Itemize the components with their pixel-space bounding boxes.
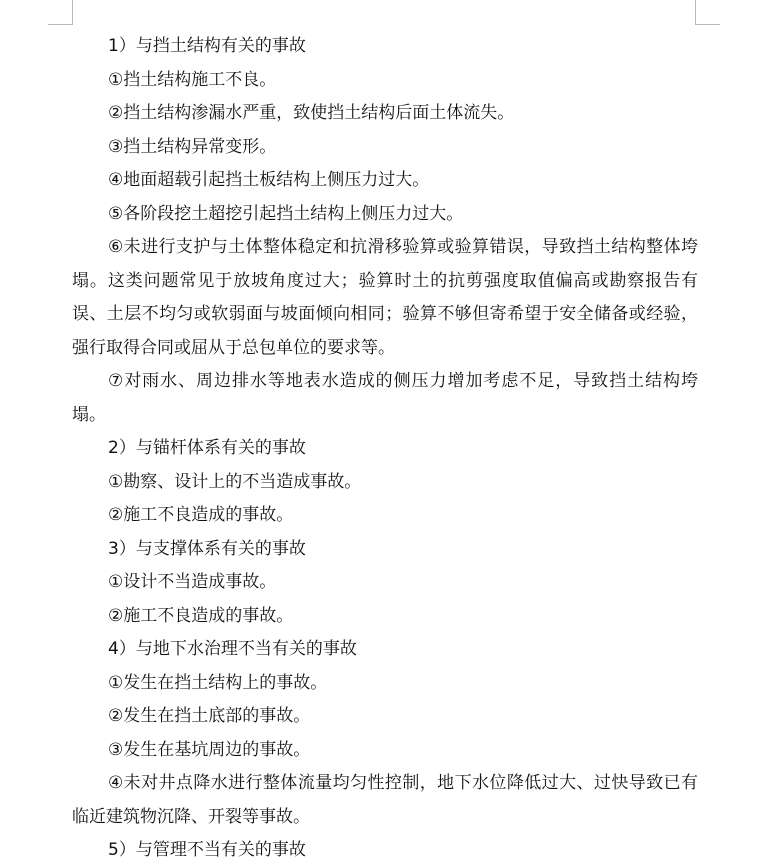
list-item: ①勘察、设计上的不当造成事故。 — [108, 471, 362, 492]
list-item: ⑤各阶段挖土超挖引起挡土结构上侧压力过大。 — [108, 203, 464, 224]
list-item: ②施工不良造成的事故。 — [108, 505, 294, 525]
list-item: ①挡土结构施工不良。 — [108, 69, 277, 90]
list-item: ②挡土结构渗漏水严重，致使挡土结构后面土体流失。 — [108, 103, 515, 123]
crop-mark-top-left — [48, 0, 73, 25]
document-body — [72, 30, 698, 868]
list-item: ⑥未进行支护与土体整体稳定和抗滑移验算或验算错误，导致挡土结构整体垮塌。这类问题常见于放坡角度过大；验算时土的抗剪强度取值偏高或勘察报告有误、土层不均匀或软弱面与坡面倾向相同；验算不够但寄希望于安全储备或经验，强行取得合同或屈从于总包单位的要求等。 — [72, 237, 698, 358]
list-item: ④地面超载引起挡土板结构上侧压力过大。 — [108, 170, 430, 190]
heading-management: 5）与管理不当有关的事故 — [108, 840, 306, 860]
heading-support-system: 3）与支撑体系有关的事故 — [108, 538, 306, 559]
crop-mark-top-right — [695, 0, 720, 25]
list-item: ③发生在基坑周边的事故。 — [108, 739, 311, 760]
heading-retaining-structure: 1）与挡土结构有关的事故 — [108, 36, 306, 56]
list-item: ①发生在挡土结构上的事故。 — [108, 672, 328, 693]
list-item: ⑦对雨水、周边排水等地表水造成的侧压力增加考虑不足，导致挡土结构垮塌。 — [72, 371, 698, 425]
list-item: ④未对井点降水进行整体流量均匀性控制，地下水位降低过大、过快导致已有临近建筑物沉降、开裂等事故。 — [72, 773, 698, 827]
list-item: ②发生在挡土底部的事故。 — [108, 706, 311, 726]
list-item: ③挡土结构异常变形。 — [108, 136, 277, 157]
heading-groundwater: 4）与地下水治理不当有关的事故 — [108, 639, 357, 659]
list-item: ②施工不良造成的事故。 — [108, 605, 294, 626]
heading-anchor-system: 2）与锚杆体系有关的事故 — [108, 438, 306, 458]
list-item: ①设计不当造成事故。 — [108, 572, 277, 592]
